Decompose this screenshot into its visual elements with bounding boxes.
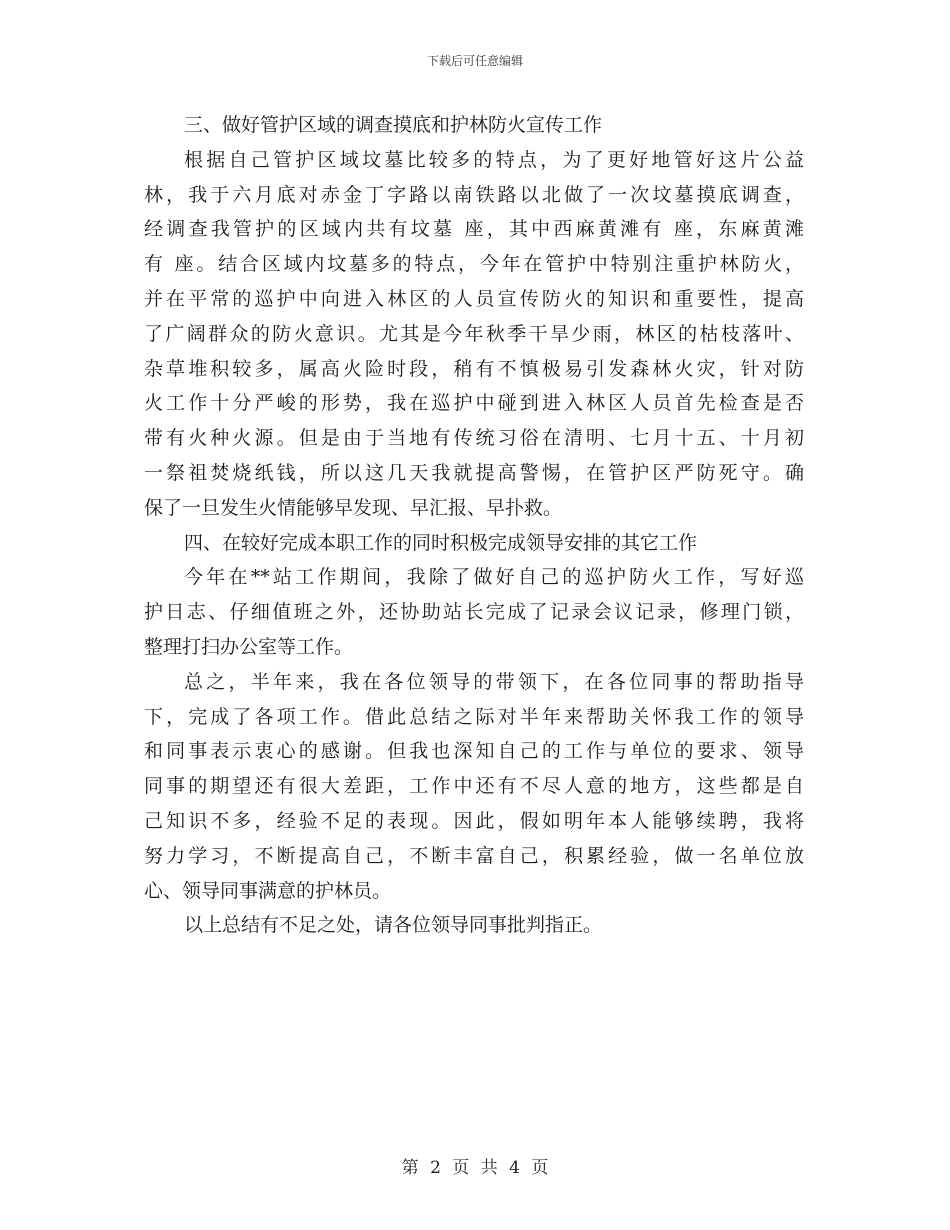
- paragraph-line: 经调查我管护的区域内共有坟墓 座，其中西麻黄滩有 座，东麻黄滩: [144, 218, 804, 241]
- paragraph-line: 心、领导同事满意的护林员。: [144, 879, 392, 902]
- section-heading-3: 三、做好管护区域的调查摸底和护林防火宣传工作: [184, 114, 603, 136]
- paragraph-line: 了广阔群众的防火意识。尤其是今年秋季干旱少雨，林区的枯枝落叶、: [144, 322, 804, 345]
- paragraph-line: 己知识不多，经验不足的表现。因此，假如明年本人能够续聘，我将: [144, 809, 804, 832]
- paragraph-line: 火工作十分严峻的形势，我在巡护中碰到进入林区人员首先检查是否: [144, 392, 804, 415]
- paragraph-line: 一祭祖焚烧纸钱，所以这几天我就提高警惕，在管护区严防死守。确: [144, 461, 804, 484]
- paragraph-line: 整理打扫办公室等工作。: [144, 635, 354, 658]
- document-body: [144, 108, 804, 943]
- paragraph-line: 并在平常的巡护中向进入林区的人员宣传防火的知识和重要性，提高: [144, 287, 804, 310]
- paragraph-line: 下，完成了各项工作。借此总结之际对半年来帮助关怀我工作的领导: [144, 705, 804, 728]
- paragraph-line: 今年在**站工作期间，我除了做好自己的巡护防火工作，写好巡: [184, 566, 804, 589]
- paragraph-line: 带有火种火源。但是由于当地有传统习俗在清明、七月十五、十月初: [144, 427, 804, 450]
- page-header: 下载后可任意编辑: [426, 54, 523, 68]
- paragraph-line: 林，我于六月底对赤金丁字路以南铁路以北做了一次坟墓摸底调查，: [144, 183, 804, 206]
- paragraph-line: 护日志、仔细值班之外，还协助站长完成了记录会议记录，修理门锁，: [144, 601, 804, 624]
- paragraph-line: 努力学习，不断提高自己，不断丰富自己，积累经验，做一名单位放: [144, 844, 804, 867]
- page-number: 第 2 页 共 4 页: [401, 1158, 549, 1178]
- paragraph-line: 和同事表示衷心的感谢。但我也深知自己的工作与单位的要求、领导: [144, 740, 804, 763]
- paragraph-line: 根据自己管护区域坟墓比较多的特点，为了更好地管好这片公益: [184, 148, 804, 171]
- paragraph-line: 总之，半年来，我在各位领导的带领下，在各位同事的帮助指导: [184, 670, 804, 693]
- section-heading-4: 四、在较好完成本职工作的同时积极完成领导安排的其它工作: [184, 531, 698, 554]
- closing-line: 以上总结有不足之处，请各位领导同事批判指正。: [184, 914, 603, 937]
- paragraph-line: 同事的期望还有很大差距，工作中还有不尽人意的地方，这些都是自: [144, 775, 804, 798]
- paragraph-line: 杂草堆积较多，属高火险时段，稍有不慎极易引发森林火灾，针对防: [144, 357, 804, 380]
- paragraph-line: 有 座。结合区域内坟墓多的特点，今年在管护中特别注重护林防火，: [144, 253, 804, 276]
- paragraph-line: 保了一旦发生火情能够早发现、早汇报、早扑救。: [144, 496, 563, 519]
